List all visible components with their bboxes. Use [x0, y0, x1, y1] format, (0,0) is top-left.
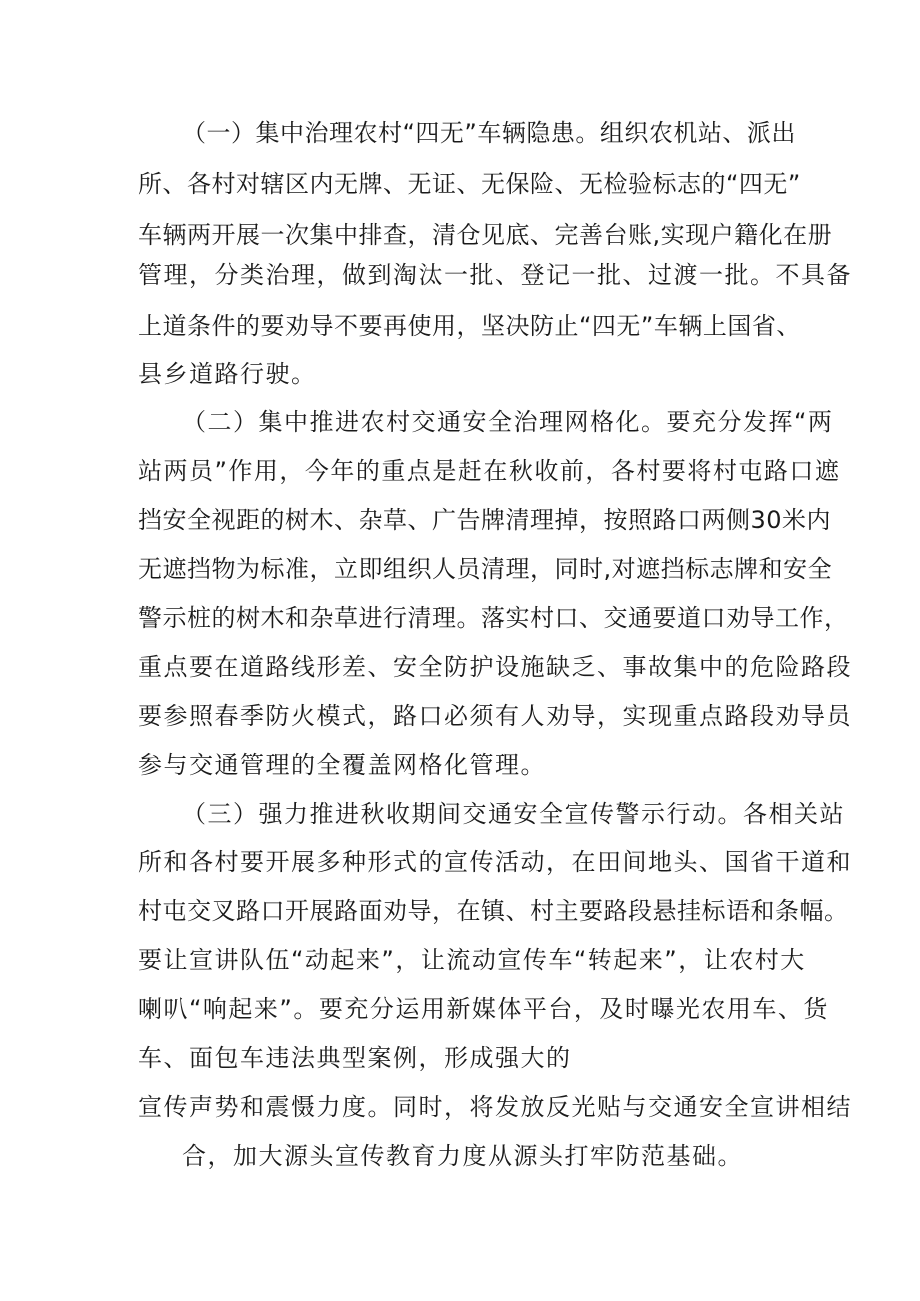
text-line: 村屯交叉路口开展路面劝导，在镇、村主要路段悬挂标语和条幅。 [138, 897, 849, 925]
text-line: 要参照春季防火模式，路口必须有人劝导，实现重点路段劝导员 [138, 702, 852, 730]
text-line: 重点要在道路线形差、安全防护设施缺乏、事故集中的危险路段 [138, 653, 852, 681]
text-line: 所和各村要开展多种形式的宣传活动，在田间地头、国省干道和 [138, 848, 852, 876]
text-line: 所、各村对辖区内无牌、无证、无保险、无检验标志的“四无” [138, 170, 801, 198]
text-line: （一）集中治理农村“四无”车辆隐患。组织农机站、派出 [182, 119, 796, 147]
text-line: 上道条件的要劝导不要再使用，坚决防止“四无”车辆上国省、 [138, 312, 801, 340]
text-line: 无遮挡物为标准，立即组织人员清理，同时,对遮挡标志牌和安全 [138, 555, 833, 583]
text-line: 车、面包车违法典型案例，形成强大的 [138, 1044, 572, 1072]
text-line: 警示桩的树木和杂草进行清理。落实村口、交通要道口劝导工作， [138, 604, 849, 632]
text-line: 挡安全视距的树木、杂草、广告牌清理掉，按照路口两侧30米内 [138, 506, 832, 534]
text-line: （三）强力推进秋收期间交通安全宣传警示行动。各相关站 [182, 800, 845, 828]
text-line: 合，加大源头宣传教育力度从源头打牢防范基础。 [182, 1142, 743, 1170]
text-line: 宣传声势和震慑力度。同时，将发放反光贴与交通安全宣讲相结 [138, 1093, 852, 1121]
text-line: 喇叭“响起来”。要充分运用新媒体平台，及时曝光农用车、货 [138, 995, 829, 1023]
text-line: （二）集中推进农村交通安全治理网格化。要充分发挥“两 [182, 408, 834, 436]
text-line: 站两员”作用，今年的重点是赶在秋收前，各村要将村屯路口遮 [138, 457, 841, 485]
text-line: 管理，分类治理，做到淘汰一批、登记一批、过渡一批。不具备 [138, 261, 852, 289]
text-line: 县乡道路行驶。 [138, 360, 317, 388]
text-line: 车辆两开展一次集中排查，清仓见底、完善台账,实现户籍化在册 [138, 221, 833, 249]
text-line: 要让宣讲队伍“动起来”，让流动宣传车“转起来”，让农村大 [138, 946, 806, 974]
text-line: 参与交通管理的全覆盖网格化管理。 [138, 751, 546, 779]
